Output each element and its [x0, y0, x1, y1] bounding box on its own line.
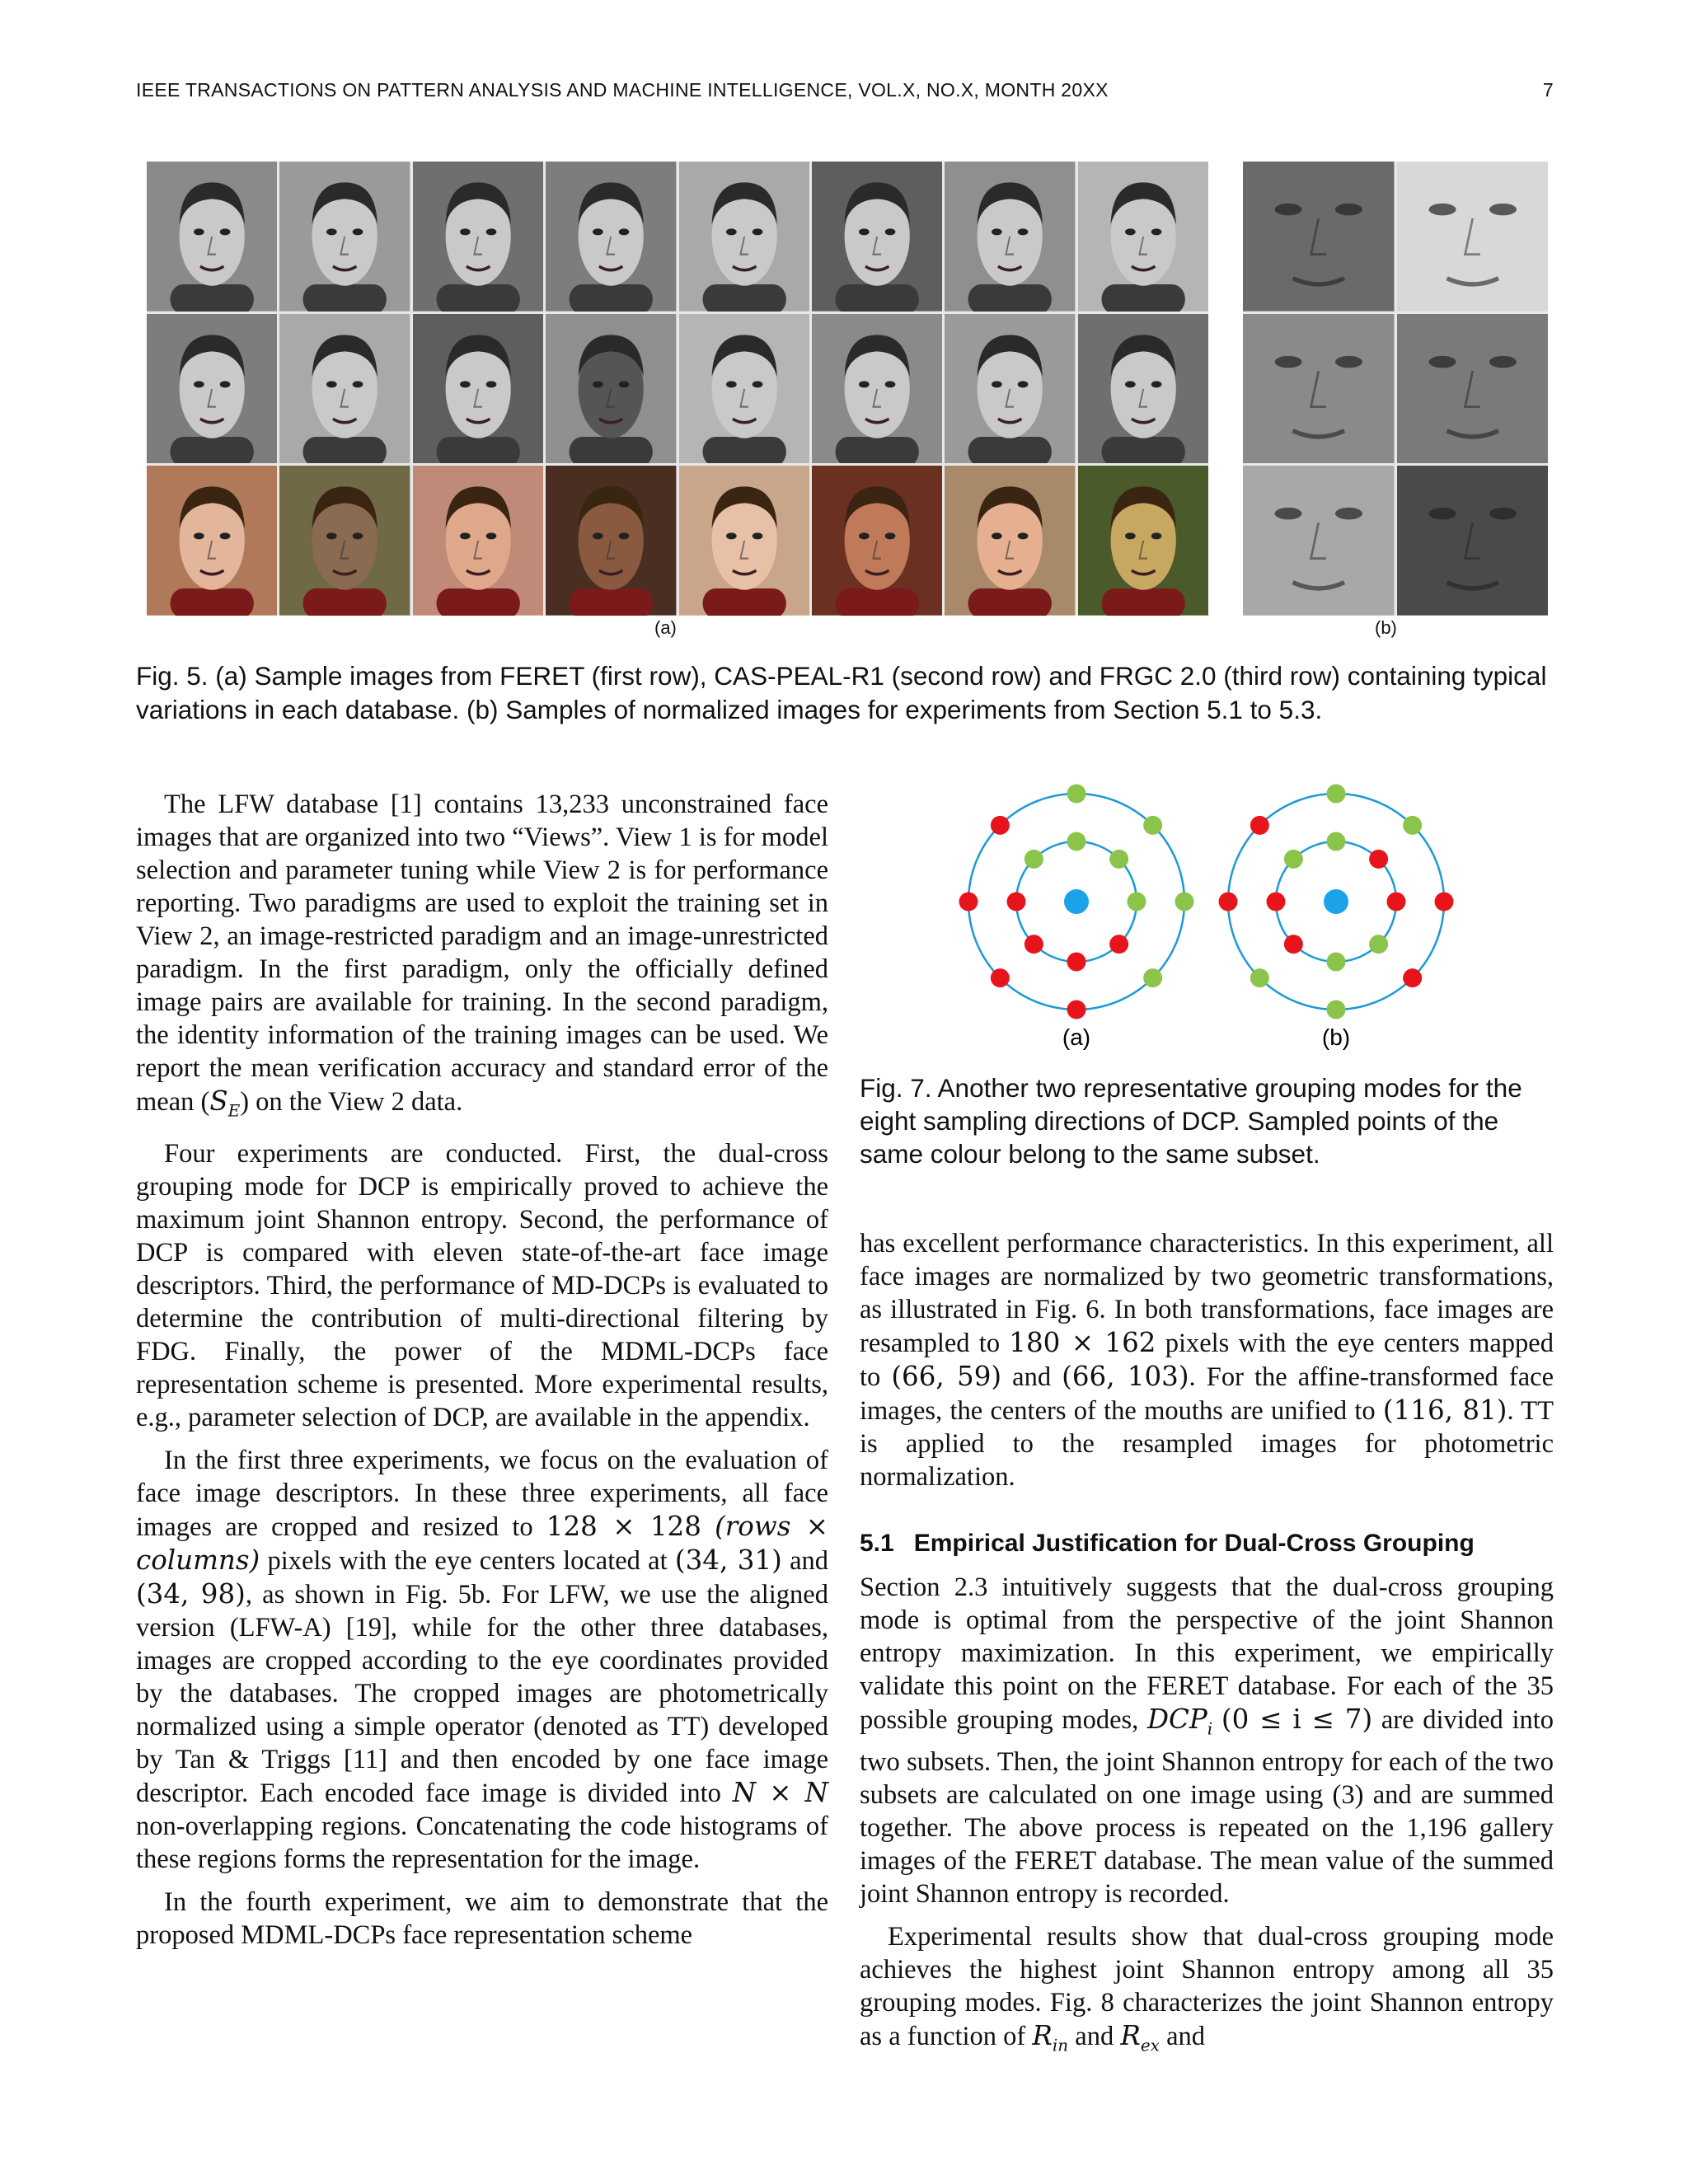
outer-sample-point: [1219, 893, 1238, 912]
inner-sample-point: [1067, 832, 1086, 851]
face-thumbnail: [279, 466, 410, 616]
face-thumbnail: [546, 162, 676, 312]
section-heading: [860, 1530, 1475, 1558]
inner-sample-point: [1025, 935, 1043, 954]
outer-sample-point: [1327, 785, 1346, 804]
outer-sample-point: [1403, 816, 1422, 835]
normalized-face-thumbnail: [1397, 314, 1549, 464]
inner-sample-point: [1387, 893, 1406, 912]
inner-sample-point: [1109, 935, 1128, 954]
right-column-continued: [860, 1571, 1554, 2071]
paragraph: The LFW database [1] contains 13,233 unconstrained face images that are organized into two “Views”. View 1 is for model selection and parameter tuning while View 2 is for performance reporting. Two paradigms are used to exploit the training set in View 2, an image-restricted paradigm and an image-unrestricted paradigm. In the first paradigm, only the officially defined image pairs are available for training. In the second paradigm, the identity information of the training images can be used. We report the mean verification accuracy and standard error of the mean $(S_E)$ on the View 2 data.: [136, 790, 828, 1121]
face-grid-b: [1243, 162, 1548, 616]
face-thumbnail: [279, 314, 410, 464]
normalized-face-thumbnail: [1243, 466, 1395, 616]
inner-sample-point: [1109, 850, 1128, 869]
inner-sample-point: [1369, 850, 1388, 869]
inner-sample-point: [1007, 893, 1026, 912]
page-number: 7: [1542, 79, 1554, 101]
figure-5: [147, 162, 1548, 640]
face-thumbnail: [413, 162, 543, 312]
face-thumbnail: [413, 314, 543, 464]
outer-sample-point: [991, 968, 1010, 987]
figure-7a-label: (a): [1062, 1024, 1091, 1050]
face-thumbnail: [147, 314, 277, 464]
face-thumbnail: [147, 162, 277, 312]
figure-7: [956, 783, 1566, 1055]
figure-7b-label: (b): [1321, 1024, 1351, 1050]
paragraph: In the first three experiments, we focus on the evaluation of face image descriptors. In these three experiments, all face images are cropped and resized to 128 × 128 (rows × columns) pixels with the eye centers located at (34, 31) and (34, 98), as shown in Fig. 5b. For LFW, we use the aligned version (LFW-A) [19], while for the other three databases, images are cropped according to the eye coordinates provided by the databases. The cropped images are photometrically normalized using a simple operator (denoted as TT) developed by Tan & Triggs [11] and then encoded by one face image descriptor. Each encoded face image is divided into N × N non-overlapping regions. Concatenating the code histograms of these regions forms the representation for the image.: [136, 1445, 829, 1874]
normalized-face-thumbnail: [1397, 466, 1549, 616]
face-thumbnail: [147, 466, 277, 616]
face-thumbnail: [1078, 162, 1208, 312]
outer-sample-point: [1403, 968, 1422, 987]
inner-sample-point: [1284, 850, 1303, 869]
face-thumbnail: [546, 466, 676, 616]
inner-sample-point: [1267, 893, 1286, 912]
normalized-face-thumbnail: [1243, 314, 1395, 464]
inner-sample-point: [1369, 935, 1388, 954]
face-thumbnail: [279, 162, 410, 312]
paragraph: has excellent performance characteristics. In this experiment, all face images are normalized by two geometric transformations, as illustrated in Fig. 6. In both transformations, face images are resampled to 180 × 162 pixels with the eye centers mapped to (66, 59) and (66, 103). For the affine-transformed face images, the centers of the mouths are unified to (116, 81). TT is applied to the resampled images for photometric normalization.: [860, 1229, 1554, 1492]
inner-sample-point: [1128, 893, 1146, 912]
inner-sample-point: [1025, 850, 1043, 869]
face-thumbnail: [945, 162, 1075, 312]
outer-sample-point: [959, 893, 978, 912]
face-thumbnail: [413, 466, 543, 616]
outer-sample-point: [1143, 816, 1162, 835]
inner-sample-point: [1067, 953, 1086, 972]
left-column: [136, 788, 828, 1961]
figure-5b-label: (b): [1375, 617, 1397, 638]
inner-sample-point: [1327, 953, 1346, 972]
inner-sample-point: [1284, 935, 1303, 954]
face-thumbnail: [812, 466, 942, 616]
face-thumbnail: [679, 162, 809, 312]
figure-5a-label: (a): [654, 617, 677, 638]
normalized-face-thumbnail: [1243, 162, 1395, 312]
outer-sample-point: [1175, 893, 1194, 912]
paragraph: Four experiments are conducted. First, the dual-cross grouping mode for DCP is empirically proved to achieve the maximum joint Shannon entropy. Second, the performance of DCP is compared with eleven state-of-the-art face image descriptors. Third, the performance of MD-DCPs is evaluated to determine the contribution of multi-directional filtering by FDG. Finally, the power of the MDML-DCPs face representation scheme is presented. More experimental results, e.g., parameter selection of DCP, are available in the appendix.: [136, 1138, 828, 1432]
section-title: Empirical Justification for Dual-Cross Grouping: [913, 1530, 1475, 1557]
figure-5-caption: Fig. 5. (a) Sample images from FERET (first row), CAS-PEAL-R1 (second row) and FRGC 2.0 (third row) containing typical variations in each database. (b) Samples of normalized images for experiments from Section 5.1 to 5.3.: [136, 661, 1547, 724]
outer-sample-point: [1250, 968, 1269, 987]
outer-sample-point: [1327, 1001, 1346, 1019]
face-thumbnail: [945, 314, 1075, 464]
outer-sample-point: [1143, 968, 1162, 987]
paragraph: In the fourth experiment, we aim to demonstrate that the proposed MDML-DCPs face representation scheme: [136, 1886, 828, 1950]
center-point: [1064, 889, 1089, 914]
paragraph: Experimental results show that dual-cross grouping mode achieves the highest joint Shannon entropy among all 35 grouping modes. Fig. 8 characterizes the joint Shannon entropy as a function of $R_{in}$ and $R_{ex}$ and: [860, 1921, 1554, 2055]
outer-sample-point: [1067, 1001, 1086, 1019]
outer-sample-point: [1067, 785, 1086, 804]
face-thumbnail: [812, 314, 942, 464]
right-column: [860, 1227, 1554, 1503]
figure-7-caption: Fig. 7. Another two representative grouping modes for the eight sampling directions of DCP. Sampled points of the same colour belong to the same subset.: [860, 1073, 1522, 1169]
face-thumbnail: [812, 162, 942, 312]
journal-title: IEEE TRANSACTIONS ON PATTERN ANALYSIS AND MACHINE INTELLIGENCE, VOL.X, NO.X, MONTH 20XX: [136, 79, 1109, 101]
inner-sample-point: [1327, 832, 1346, 851]
running-header: [136, 79, 1554, 107]
section-number: 5.1: [860, 1530, 894, 1557]
face-thumbnail: [679, 314, 809, 464]
face-thumbnail: [1078, 466, 1208, 616]
face-thumbnail: [945, 466, 1075, 616]
center-point: [1324, 889, 1348, 914]
face-grid-a: [147, 162, 1208, 616]
normalized-face-thumbnail: [1397, 162, 1549, 312]
paragraph: Section 2.3 intuitively suggests that the dual-cross grouping mode is optimal from the perspective of the joint Shannon entropy maximization. In this experiment, we empirically validate this point on the FERET database. For each of the 35 possible grouping modes, $DCP_i$ (0 ≤ i ≤ 7) are divided into two subsets. Then, the joint Shannon entropy for each of the two subsets are calculated on one image using (3) and are summed together. The above process is repeated on the 1,196 gallery images of the FERET database. The mean value of the summed joint Shannon entropy is recorded.: [860, 1572, 1554, 1909]
face-thumbnail: [679, 466, 809, 616]
grouping-diagram: [956, 783, 1566, 1055]
outer-sample-point: [1435, 893, 1454, 912]
outer-sample-point: [991, 816, 1010, 835]
face-thumbnail: [546, 314, 676, 464]
outer-sample-point: [1250, 816, 1269, 835]
face-thumbnail: [1078, 314, 1208, 464]
